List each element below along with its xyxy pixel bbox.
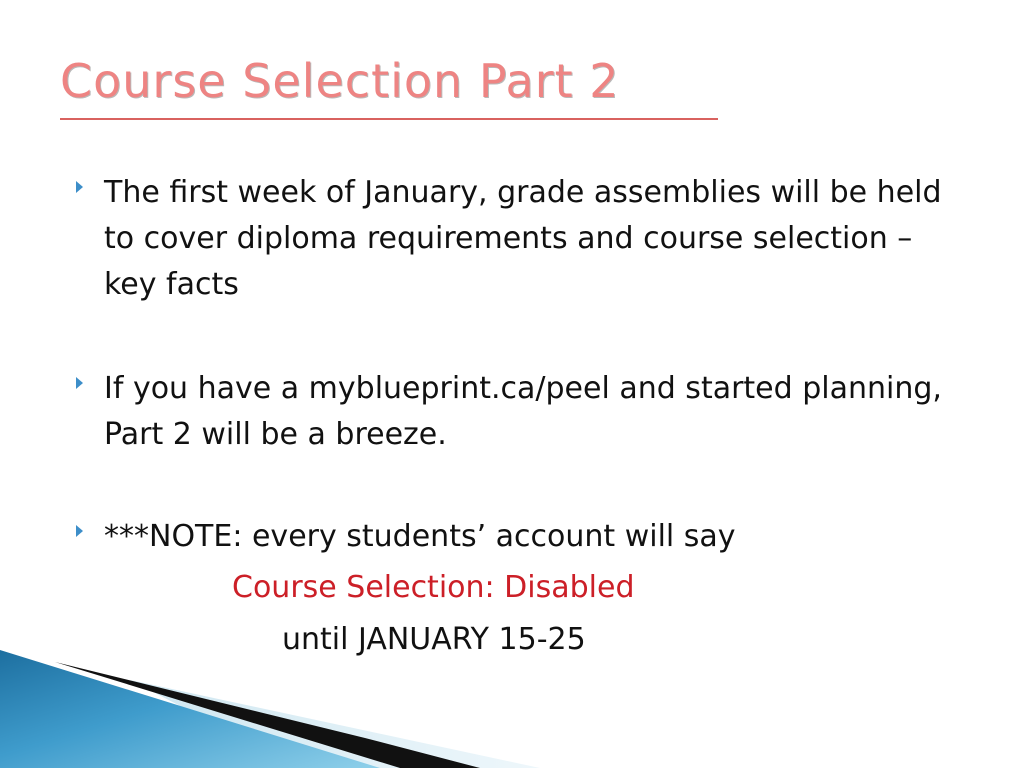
note-status-text: Course Selection: Disabled [232,570,635,605]
bullet-text: ***NOTE: every students’ account will say [104,519,736,554]
note-date-text: until JANUARY 15-25 [282,622,586,657]
slide-title: Course Selection Part 2 [60,54,620,108]
bullet-text: The first week of January, grade assemblies will be held to cover diploma requirements and course selection – key facts [104,175,942,302]
bullet-text: If you have a myblueprint.ca/peel and started planning, Part 2 will be a breeze. [104,371,942,452]
